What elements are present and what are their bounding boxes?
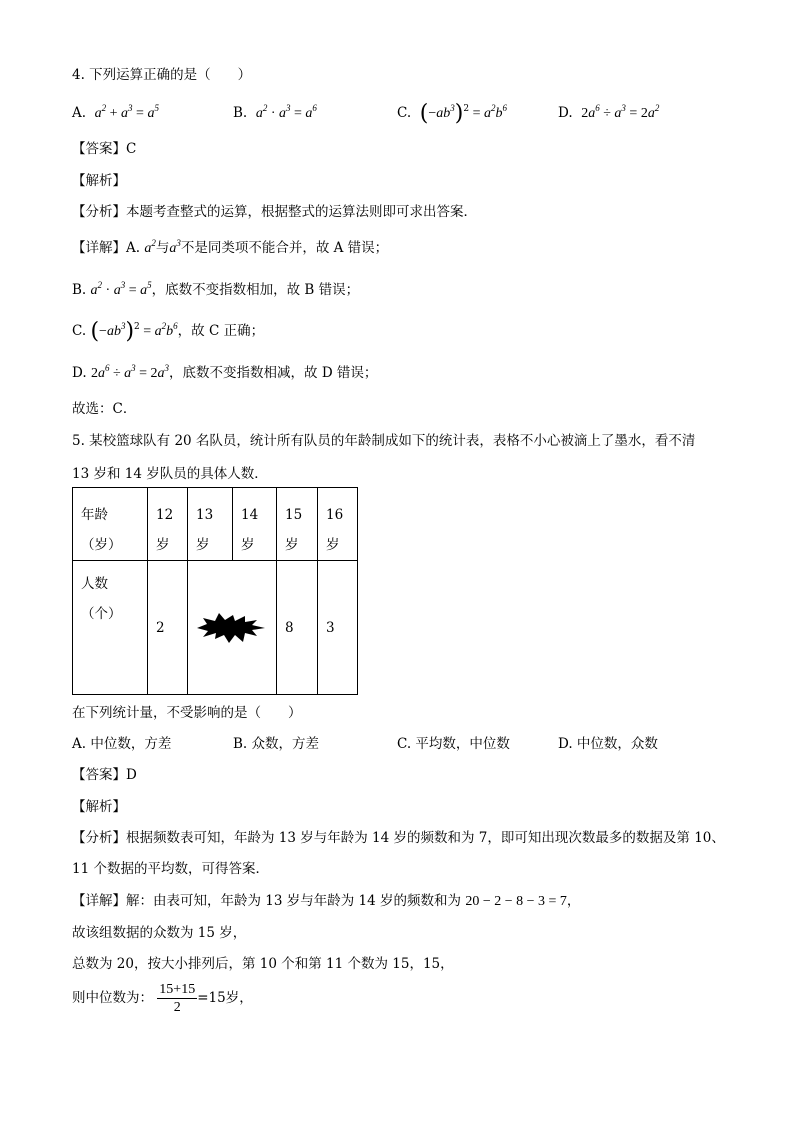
age-12-cell: 12 岁 xyxy=(148,488,188,561)
q5-answer: 【答案】D xyxy=(72,767,137,783)
q4-xiangjie-b: B. $a^2 \cdot a^3 = a^5$，底数不变指数相加，故 B 错误； xyxy=(72,280,360,298)
age-header-cell: 年龄 （岁） xyxy=(73,488,148,561)
q4-answer: 【答案】C xyxy=(72,141,137,157)
q4-option-a: A. $a^2 + a^3 = a^5$ xyxy=(72,103,159,121)
q5-mode-line: 故该组数据的众数为 15 岁， xyxy=(72,925,247,941)
q4-fenxi: 【分析】本题考查整式的运算，根据整式的运算法则即可求出答案． xyxy=(72,204,477,220)
q5-question: 在下列统计量，不受影响的是（ ） xyxy=(72,705,302,721)
q4-choose: 故选：C． xyxy=(72,401,137,417)
age-row xyxy=(73,488,358,561)
count-row xyxy=(73,561,358,695)
age-16-cell: 16 岁 xyxy=(318,488,358,561)
ink-blot-cell xyxy=(188,561,277,695)
q4-xiangjie-c: C. $(-ab^3)^2 = a^2b^6$，故 C 正确； xyxy=(72,319,265,344)
age-count-table xyxy=(72,487,358,695)
q5-option-b: B. 众数，方差 xyxy=(233,736,320,752)
q4-option-c: C. $(-ab^3)^2 = a^2b^6$ xyxy=(397,101,507,126)
q4-xiangjie-d: D. $2a^6 \div a^3 = 2a^3$，底数不变指数相减，故 D 错误； xyxy=(72,363,378,381)
q5-stem-line1: 5. 某校篮球队有 20 名队员，统计所有队员的年龄制成如下的统计表，表格不小心被滴上了墨水，看不清 xyxy=(72,433,696,449)
q5-option-d: D. 中位数，众数 xyxy=(558,736,658,752)
q5-total-line: 总数为 20，按大小排列后，第 10 个和第 11 个数为 15，15， xyxy=(72,956,454,972)
q5-stem-line2: 13 岁和 14 岁队员的具体人数． xyxy=(72,466,268,482)
q5-fenxi-line1: 【分析】根据频数表可知，年龄为 13 岁与年龄为 14 岁的频数和为 7，即可知出现次数最多的数据及第 10、 xyxy=(72,830,725,846)
q4-option-d: D. $2a^6 \div a^3 = 2a^2$ xyxy=(558,103,660,121)
count-header-cell: 人数 （个） xyxy=(73,561,148,695)
q4-analysis-tag: 【解析】 xyxy=(72,173,126,189)
q4-stem: 4. 下列运算正确的是（ ） xyxy=(72,67,252,83)
age-14-cell: 14 岁 xyxy=(233,488,277,561)
q4-option-b: B. $a^2 \cdot a^3 = a^6$ xyxy=(233,103,317,121)
q5-option-c: C. 平均数，中位数 xyxy=(397,736,510,752)
q4-xiangjie-a: 【详解】A. $a^2$与$a^3$不是同类项不能合并，故 A 错误； xyxy=(72,238,389,256)
q5-xiangjie-line1: 【详解】解：由表可知，年龄为 13 岁与年龄为 14 岁的频数和为 20 − 2 − 8 − 3 = 7， xyxy=(72,893,581,909)
ink-blot-icon xyxy=(195,611,267,645)
count-12-cell: 2 xyxy=(148,561,188,695)
median-fraction: $\frac{15+15}{2}$ xyxy=(159,982,196,1015)
q5-analysis-tag: 【解析】 xyxy=(72,799,126,815)
count-15-cell: 8 xyxy=(277,561,318,695)
q5-median-line: 则中位数为： $\frac{15+15}{2}$ =15岁， xyxy=(72,982,253,1015)
q5-fenxi-line2: 11 个数据的平均数，可得答案． xyxy=(72,861,269,877)
count-16-cell: 3 xyxy=(318,561,358,695)
age-15-cell: 15 岁 xyxy=(277,488,318,561)
age-13-cell: 13 岁 xyxy=(188,488,233,561)
q5-option-a: A. 中位数，方差 xyxy=(72,736,172,752)
